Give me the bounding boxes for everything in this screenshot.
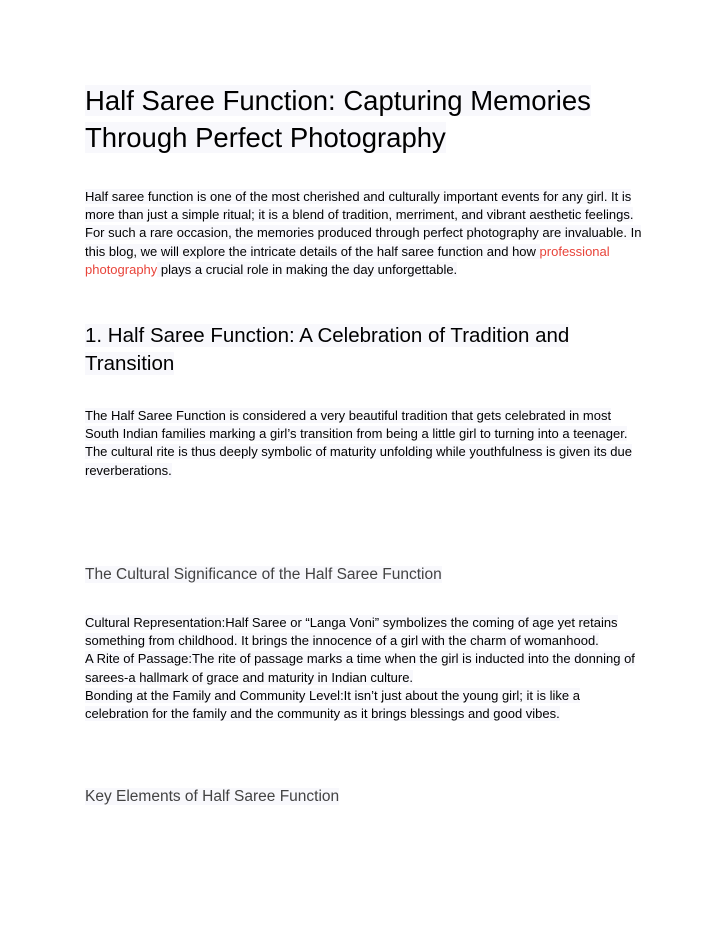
intro-text-after-link: plays a crucial role in making the day unforgettable. xyxy=(157,261,458,277)
professional-photography-link[interactable]: professional photography xyxy=(85,243,610,277)
section-heading-tradition-text: 1. Half Saree Function: A Celebration of Tradition and Transition xyxy=(85,324,570,375)
page-title-text: Half Saree Function: Capturing Memories Through Perfect Photography xyxy=(85,85,591,153)
tradition-paragraph xyxy=(85,407,645,480)
list-item-rite-of-passage: A Rite of Passage:The rite of passage marks a time when the girl is inducted into the donning of sarees-a hallmark of grace and maturity in Indian culture. xyxy=(85,651,635,685)
section-heading-cultural-significance-text: The Cultural Significance of the Half Saree Function xyxy=(85,566,442,583)
list-item-family-bonding: Bonding at the Family and Community Level:It isn’t just about the young girl; it is like a celebration for the family and the community as it brings blessings and good vibes. xyxy=(85,687,580,722)
tradition-paragraph-text: The Half Saree Function is considered a very beautiful tradition that gets celebrated in most South Indian families marking a girl’s transition from being a little girl to turning into a teenager. The cultural rite is thus deeply symbolic of maturity unfolding while youthfulness is given its due reverberations. xyxy=(85,408,632,478)
section-heading-key-elements xyxy=(85,786,645,808)
page-title xyxy=(85,82,645,156)
section-heading-cultural-significance xyxy=(85,564,645,586)
cultural-significance-list xyxy=(85,614,645,723)
section-heading-key-elements-text: Key Elements of Half Saree Function xyxy=(85,788,340,805)
intro-paragraph xyxy=(85,188,645,279)
intro-text-before-link: Half saree function is one of the most cherished and culturally important events for any girl. It is more than just a simple ritual; it is a blend of tradition, merriment, and vibrant aesthetic feelings. For such a rare occasion, the memories produced through perfect photography are invaluable. In this blog, we will explore the intricate details of the half saree function and how xyxy=(85,189,642,259)
list-item-cultural-representation: Cultural Representation:Half Saree or “Langa Voni” symbolizes the coming of age yet retains something from childhood. It brings the innocence of a girl with the charm of womanhood. xyxy=(85,615,618,649)
section-heading-tradition xyxy=(85,322,645,378)
